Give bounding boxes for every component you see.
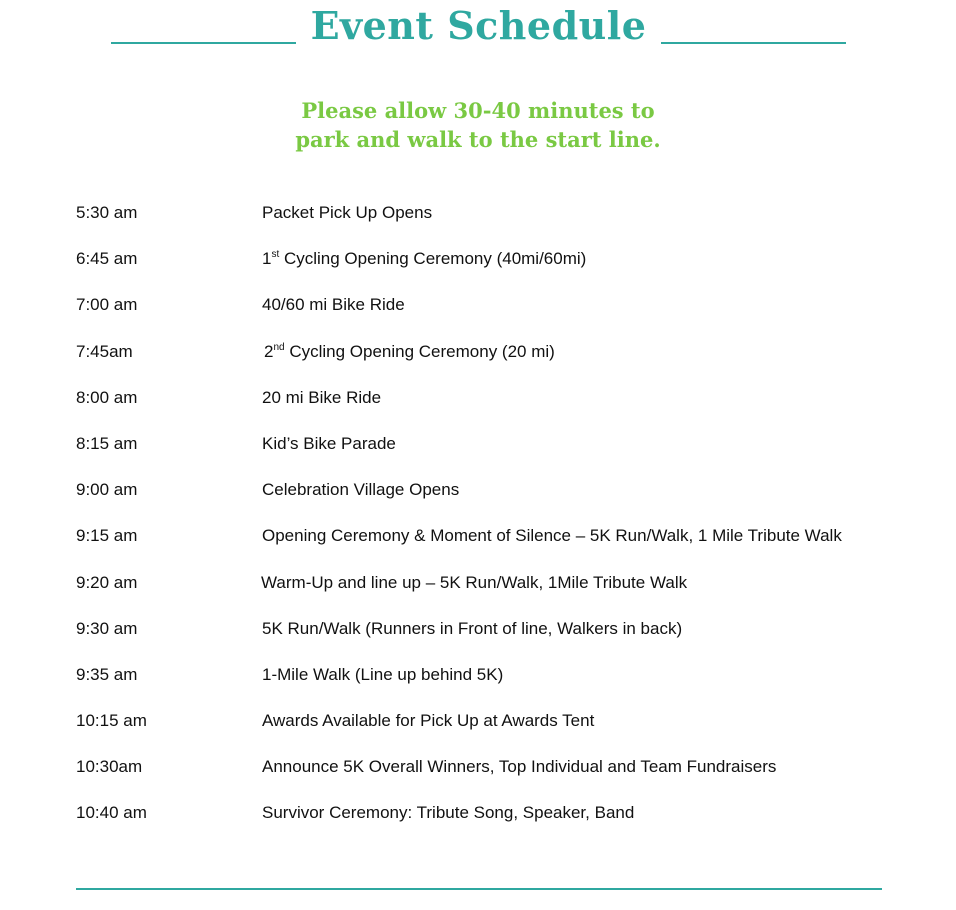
- schedule-event: Kid’s Bike Parade: [262, 433, 396, 453]
- schedule-row: [76, 338, 896, 384]
- schedule-time: 5:30 am: [76, 203, 138, 222]
- schedule-time: 10:15 am: [76, 711, 147, 731]
- schedule-time: 7:00 am: [76, 295, 138, 315]
- schedule-row: [76, 199, 896, 245]
- schedule-time: 9:15 am: [76, 526, 138, 546]
- schedule-row: [76, 522, 896, 568]
- schedule-time: 9:00 am: [76, 480, 138, 500]
- schedule-row: [76, 384, 896, 430]
- title-rule-right: [661, 42, 846, 44]
- schedule-row: [76, 245, 896, 291]
- schedule-row: [76, 753, 896, 799]
- schedule-row: [76, 707, 896, 753]
- schedule-event-text: Cycling Opening Ceremony (40mi/60mi): [279, 249, 587, 269]
- schedule-time: 6:45 am: [76, 249, 138, 269]
- schedule-time: 10:40 am: [76, 803, 147, 823]
- bottom-divider: [76, 888, 882, 890]
- ordinal-number: 1: [262, 249, 272, 269]
- ordinal-suffix: st: [271, 249, 280, 261]
- schedule-event: 1-Mile Walk (Line up behind 5K): [262, 664, 504, 684]
- title-rule-left: [111, 42, 296, 44]
- parking-notice: [0, 96, 956, 154]
- schedule-event-text: Cycling Opening Ceremony (20 mi): [284, 341, 555, 361]
- schedule-row: [76, 799, 896, 845]
- schedule-row: [76, 430, 896, 476]
- parking-notice-line-2: park and walk to the start line.: [295, 127, 661, 152]
- schedule-time: 9:20 am: [76, 572, 138, 592]
- schedule-event: 20 mi Bike Ride: [262, 387, 382, 407]
- schedule-row: [76, 569, 896, 615]
- schedule-list: [76, 199, 896, 846]
- schedule-event: [262, 245, 586, 273]
- schedule-row: [76, 615, 896, 661]
- schedule-time: 7:45am: [76, 341, 133, 361]
- schedule-event: Announce 5K Overall Winners, Top Individual and Team Fundraisers: [262, 757, 777, 777]
- ordinal-number: 2: [264, 341, 274, 361]
- schedule-event: Opening Ceremony & Moment of Silence – 5K Run/Walk, 1 Mile Tribute Walk: [262, 526, 842, 546]
- schedule-event: Survivor Ceremony: Tribute Song, Speaker, Band: [262, 803, 635, 823]
- schedule-row: [76, 291, 896, 337]
- schedule-time: 9:35 am: [76, 664, 138, 684]
- schedule-time: 8:15 am: [76, 433, 138, 453]
- schedule-event: 5K Run/Walk (Runners in Front of line, Walkers in back): [262, 618, 683, 638]
- schedule-event: Celebration Village Opens: [262, 480, 460, 500]
- schedule-event: Packet Pick Up Opens: [262, 203, 433, 222]
- page-title: Event Schedule: [310, 3, 647, 48]
- schedule-event: [264, 338, 555, 366]
- schedule-row: [76, 661, 896, 707]
- schedule-time: 8:00 am: [76, 387, 138, 407]
- ordinal-suffix: nd: [273, 341, 285, 353]
- parking-notice-line-1: Please allow 30-40 minutes to: [301, 98, 655, 123]
- schedule-row: [76, 476, 896, 522]
- title-row: [0, 0, 956, 56]
- schedule-event: 40/60 mi Bike Ride: [262, 295, 405, 315]
- schedule-time: 10:30am: [76, 757, 143, 777]
- schedule-event: Awards Available for Pick Up at Awards Tent: [262, 711, 595, 731]
- schedule-event: Warm-Up and line up – 5K Run/Walk, 1Mile Tribute Walk: [261, 572, 688, 592]
- schedule-time: 9:30 am: [76, 618, 138, 638]
